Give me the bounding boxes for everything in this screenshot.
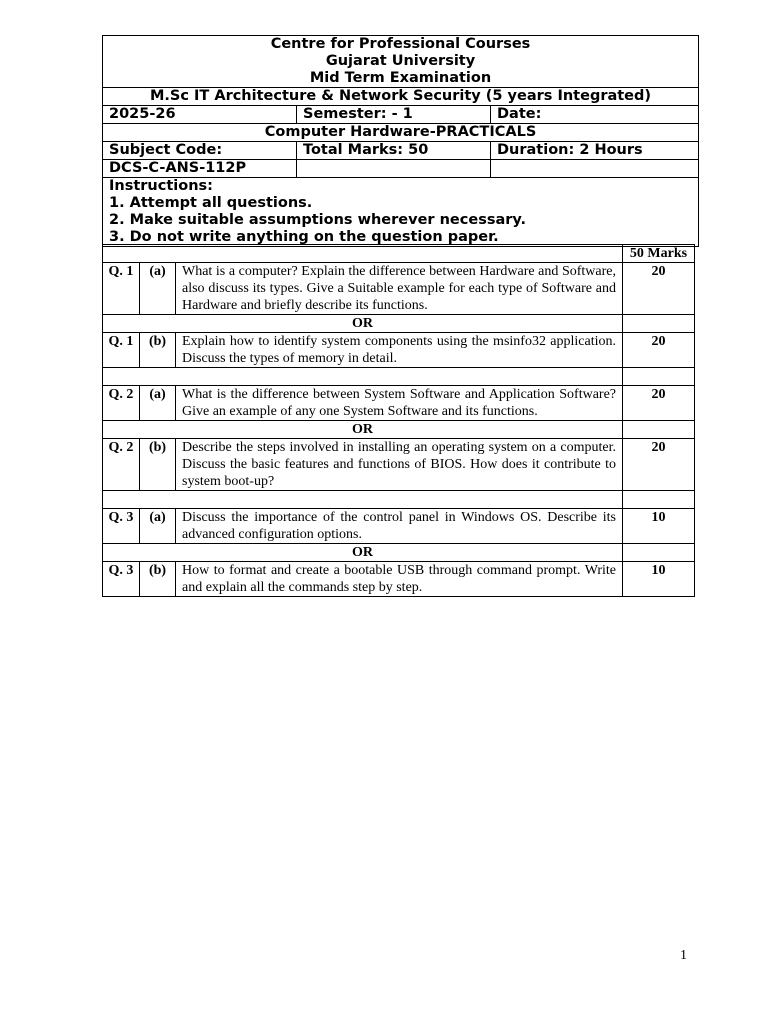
or-separator: OR — [103, 544, 623, 562]
question-text: Describe the steps involved in installing an operating system on a computer. Discuss the basic features and functions of BIOS. How does it contribute to system boot-up? — [176, 439, 623, 491]
question-text: What is the difference between System Software and Application Software? Give an example of any one System Software and its functions. — [176, 386, 623, 421]
marks-header-blank — [103, 245, 623, 263]
spacer-row — [103, 368, 623, 386]
instruction-item: 3. Do not write anything on the question paper. — [109, 229, 499, 245]
questions-table — [102, 244, 695, 597]
exam-date: Date: — [491, 106, 699, 124]
question-row — [103, 562, 695, 597]
question-text: Explain how to identify system components using the msinfo32 application. Discuss the types of memory in detail. — [176, 333, 623, 368]
sub-question-label: (a) — [140, 386, 176, 421]
question-number: Q. 2 — [103, 439, 140, 491]
question-marks: 20 — [623, 386, 695, 421]
sub-question-label: (a) — [140, 263, 176, 315]
question-text: What is a computer? Explain the difference between Hardware and Software, also discuss its types. Give a Suitable example for each type of Software and Hardware and briefly describe its functions. — [176, 263, 623, 315]
total-marks-label: 50 Marks — [623, 245, 695, 263]
subject-code-label: Subject Code: — [103, 142, 297, 160]
question-row — [103, 439, 695, 491]
sub-question-label: (b) — [140, 562, 176, 597]
page-number: 1 — [680, 948, 687, 963]
question-marks: 10 — [623, 562, 695, 597]
question-number: Q. 2 — [103, 386, 140, 421]
exam-header-table — [102, 35, 699, 247]
subject-name: Computer Hardware-PRACTICALS — [103, 124, 699, 142]
empty-cell — [297, 160, 491, 178]
question-row — [103, 509, 695, 544]
semester: Semester: - 1 — [297, 106, 491, 124]
sub-question-label: (b) — [140, 333, 176, 368]
question-number: Q. 1 — [103, 333, 140, 368]
program-name: M.Sc IT Architecture & Network Security (5 years Integrated) — [103, 88, 699, 106]
empty-cell — [623, 544, 695, 562]
instructions-block — [103, 178, 699, 247]
question-row — [103, 333, 695, 368]
spacer-row — [103, 491, 623, 509]
university-name: Gujarat University — [325, 53, 476, 69]
or-separator: OR — [103, 421, 623, 439]
subject-code: DCS-C-ANS-112P — [103, 160, 297, 178]
academic-year: 2025-26 — [103, 106, 297, 124]
empty-cell — [623, 315, 695, 333]
instructions-title: Instructions: — [109, 178, 213, 194]
question-text: Discuss the importance of the control panel in Windows OS. Describe its advanced configuration options. — [176, 509, 623, 544]
question-text: How to format and create a bootable USB through command prompt. Write and explain all the commands step by step. — [176, 562, 623, 597]
question-number: Q. 3 — [103, 509, 140, 544]
header-title-block — [103, 36, 699, 88]
question-number: Q. 3 — [103, 562, 140, 597]
question-row — [103, 386, 695, 421]
sub-question-label: (a) — [140, 509, 176, 544]
empty-cell — [491, 160, 699, 178]
empty-cell — [623, 421, 695, 439]
duration: Duration: 2 Hours — [491, 142, 699, 160]
question-number: Q. 1 — [103, 263, 140, 315]
instruction-item: 2. Make suitable assumptions wherever necessary. — [109, 212, 527, 228]
question-row — [103, 263, 695, 315]
instruction-item: 1. Attempt all questions. — [109, 195, 313, 211]
exam-name: Mid Term Examination — [309, 70, 492, 86]
institution-name: Centre for Professional Courses — [270, 36, 531, 52]
question-marks: 10 — [623, 509, 695, 544]
question-marks: 20 — [623, 439, 695, 491]
total-marks: Total Marks: 50 — [297, 142, 491, 160]
question-marks: 20 — [623, 263, 695, 315]
sub-question-label: (b) — [140, 439, 176, 491]
empty-cell — [623, 368, 695, 386]
question-marks: 20 — [623, 333, 695, 368]
or-separator: OR — [103, 315, 623, 333]
empty-cell — [623, 491, 695, 509]
